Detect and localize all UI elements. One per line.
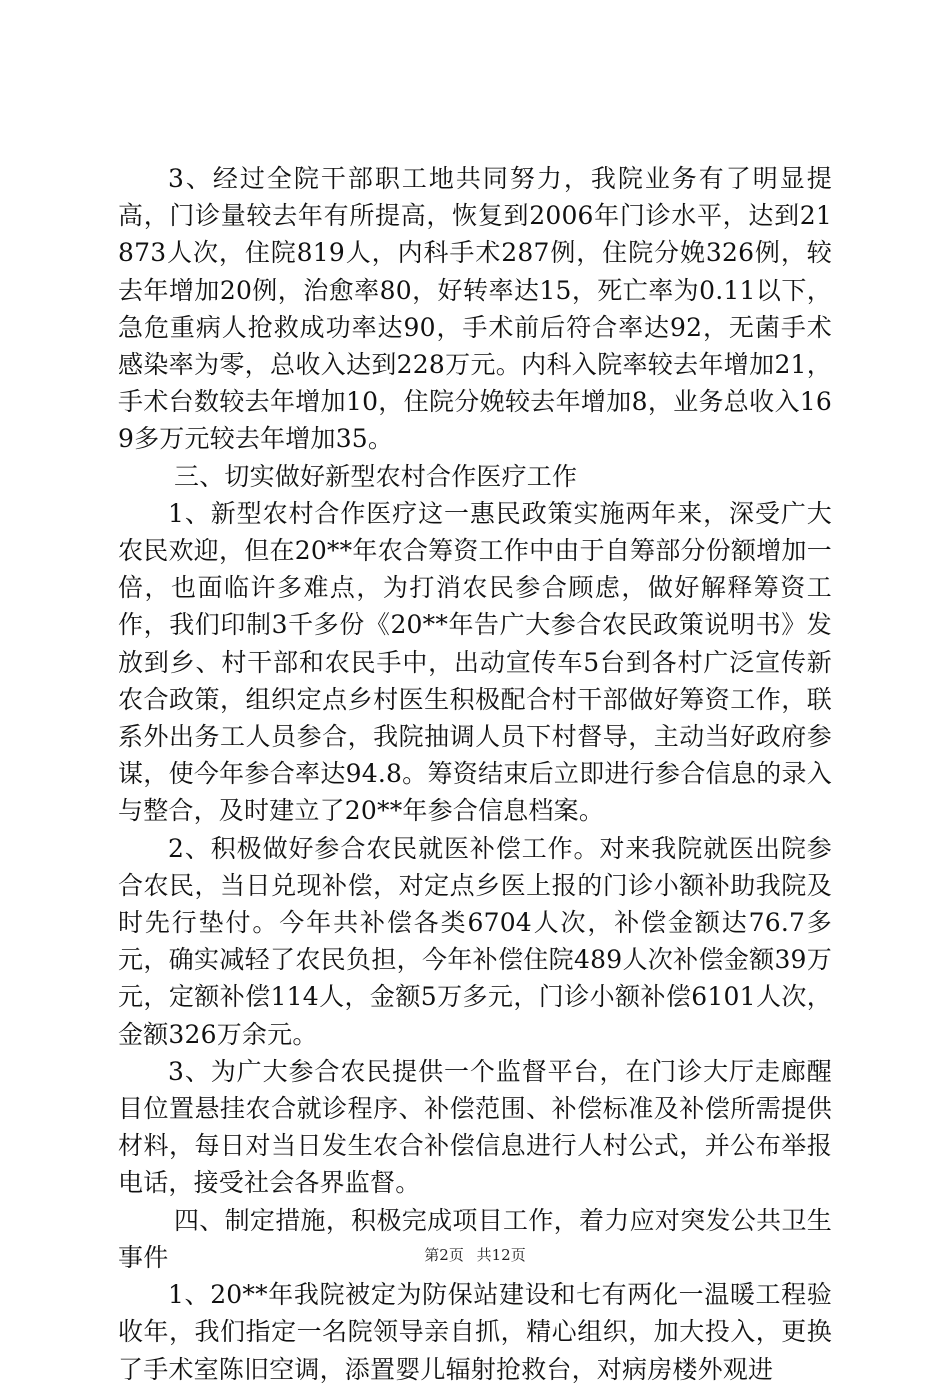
- paragraph-supervision: 3、为广大参合农民提供一个监督平台，在门诊大厅走廊醒目位置悬挂农合就诊程序、补偿范围、补偿标准及补偿所需提供材料，每日对当日发生农合补偿信息进行人村公式，并公布举报电话，接受社会各界监督。: [118, 1056, 832, 1198]
- paragraph-business-results: 3、经过全院干部职工地共同努力，我院业务有了明显提高，门诊量较去年有所提高，恢复到2006年门诊水平，达到21873人次，住院819人，内科手术287例，住院分娩326例，较去年增加20例，治愈率80，好转率达15，死亡率为0.11以下，急危重病人抢救成功率达90，手术前后符合率达92，无菌手术感染率为零，总收入达到228万元。内科入院率较去年增加21，手术台数较去年增加10，住院分娩较去年增加8，业务总收入169多万元较去年增加35。: [118, 164, 832, 454]
- paragraph-project-acceptance: 1、20**年我院被定为防保站建设和七有两化一温暖工程验收年，我们指定一名院领导亲自抓，精心组织，加大投入，更换了手术室陈旧空调，添置婴儿辐射抢救台，对病房楼外观进: [118, 1280, 832, 1384]
- page-number-total: 共12页: [476, 1246, 526, 1264]
- paragraph-compensation: 2、积极做好参合农民就医补偿工作。对来我院就医出院参合农民，当日兑现补偿，对定点乡医上报的门诊小额补助我院及时先行垫付。今年共补偿各类6704人次，补偿金额达76.7多元，确实减轻了农民负担，今年补偿住院489人次补偿金额39万元，定额补偿114人，金额5万多元，门诊小额补偿6101人次，金额326万余元。: [118, 833, 832, 1049]
- page-number-current: 第2页: [424, 1246, 464, 1264]
- paragraph-fundraising: 1、新型农村合作医疗这一惠民政策实施两年来，深受广大农民欢迎，但在20**年农合筹资工作中由于自筹部分份额增加一倍，也面临许多难点，为打消农民参合顾虑，做好解释筹资工作，我们印制3千多份《20**年告广大参合农民政策说明书》发放到乡、村干部和农民手中，出动宣传车5台到各村广泛宣传新农合政策，组织定点乡村医生积极配合村干部做好筹资工作，联系外出务工人员参合，我院抽调人员下村督导，主动当好政府参谋，使今年参合率达94.8。筹资结束后立即进行参合信息的录入与整合，及时建立了20**年参合信息档案。: [118, 498, 832, 826]
- page-footer: [0, 1244, 950, 1265]
- document-body: [118, 160, 832, 1388]
- section-heading-rural-cooperative-medical: 三、切实做好新型农村合作医疗工作: [174, 461, 578, 491]
- section-heading-project-work: 四、制定措施，积极完成项目工作，着力应对突发公共卫生事件: [118, 1205, 832, 1272]
